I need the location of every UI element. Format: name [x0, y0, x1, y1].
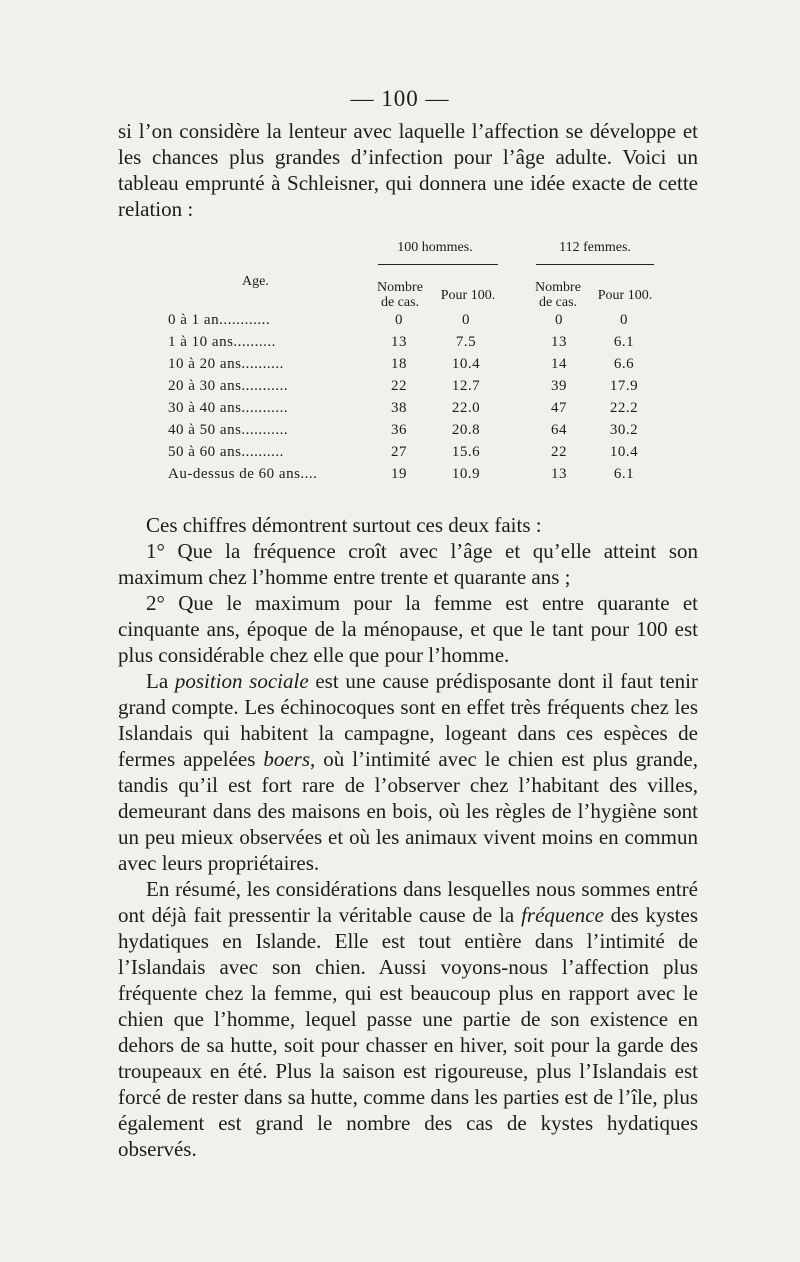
- cell-n1: 38: [391, 400, 407, 416]
- table-row: [150, 356, 690, 378]
- paragraph-chiffres: Ces chiffres démontrent surtout ces deux faits :: [146, 513, 542, 537]
- page-number: — 100 —: [350, 86, 450, 111]
- cell-age: 20 à 30 ans...........: [168, 378, 289, 394]
- cell-age: 10 à 20 ans..........: [168, 356, 284, 372]
- cell-n1: 36: [391, 422, 407, 438]
- cell-n1: 0: [395, 312, 403, 328]
- cell-n2: 47: [551, 400, 567, 416]
- group-header-men: 100 hommes.: [397, 240, 473, 255]
- cell-age: 0 à 1 an............: [168, 312, 271, 328]
- col-header-percent-men: Pour 100.: [440, 288, 496, 303]
- cell-p1: 0: [462, 312, 470, 328]
- paragraph-position-sociale: La position sociale est une cause prédisposante dont il faut tenir grand compte. Les échinocoques sont en effet très fréquents chez les Islandais qui habitent la campagne, logeant dans ces espèces de fermes appelées boers, où l’intimité avec le chien est plus grande, tandis qu’il est fort rare de l’observer chez l’habitant des villes, demeurant dans des maisons en bois, où les règles de l’hygiène sont un peu mieux observées et où les animaux vivent moins en commun avec leurs propriétaires.: [118, 669, 698, 875]
- paragraph-resume: En résumé, les considérations dans lesquelles nous sommes entré ont déjà fait pressentir la véritable cause de la fréquence des kystes hydatiques en Islande. Elle est tout entière dans l’intimité de l’Islandais avec son chien. Aussi voyons-nous l’affection plus fréquente chez la femme, qui est beaucoup plus en rapport avec le chien que l’homme, lequel passe une partie de son existence en dehors de sa hutte, soit pour chasser en hiver, soit pour la garde des troupeaux en été. Plus la saison est rigoureuse, plus l’Islandais est forcé de rester dans sa hutte, comme dans les parties est de l’île, plus également est grand le nombre des cas de kystes hydatiques observés.: [118, 877, 698, 1161]
- emphasis-boers: boers: [263, 747, 311, 771]
- cell-age: Au-dessus de 60 ans....: [168, 466, 318, 482]
- emphasis-position-sociale: position sociale: [174, 669, 309, 693]
- table-row: [150, 422, 690, 444]
- brace-men: [378, 264, 498, 265]
- cell-p1: 22.0: [451, 400, 481, 416]
- cell-n2: 22: [551, 444, 567, 460]
- paragraph-second-fact: 2° Que le maximum pour la femme est entre quarante et cinquante ans, époque de la ménopause, et que le tant pour 100 est plus considérable chez elle que pour l’homme.: [118, 591, 698, 667]
- cell-p2: 0: [620, 312, 628, 328]
- cell-n1: 27: [391, 444, 407, 460]
- cell-n2: 64: [551, 422, 567, 438]
- cell-p2: 17.9: [609, 378, 639, 394]
- table-row: [150, 334, 690, 356]
- col-header-percent-women: Pour 100.: [597, 288, 653, 303]
- intro-paragraph: si l’on considère la lenteur avec laquelle l’affection se développe et les chances plus grandes d’infection pour l’âge adulte. Voici un tableau emprunté à Schleisner, qui donnera une idée exacte de cette relation :: [118, 119, 698, 221]
- body-text: [118, 512, 698, 1162]
- table-row: [150, 312, 690, 334]
- table-row: [150, 400, 690, 422]
- cell-p1: 15.6: [451, 444, 481, 460]
- col-header-count-men: Nombre de cas.: [377, 280, 423, 310]
- cell-age: 40 à 50 ans...........: [168, 422, 289, 438]
- cell-p2: 30.2: [609, 422, 639, 438]
- cell-p2: 6.1: [613, 466, 635, 482]
- cell-p1: 12.7: [451, 378, 481, 394]
- table-row: [150, 466, 690, 488]
- cell-age: 50 à 60 ans..........: [168, 444, 284, 460]
- cell-n1: 22: [391, 378, 407, 394]
- paragraph-first-fact: 1° Que la fréquence croît avec l’âge et qu’elle atteint son maximum chez l’homme entre trente et quarante ans ;: [118, 539, 698, 589]
- cell-age: 30 à 40 ans...........: [168, 400, 289, 416]
- cell-n2: 13: [551, 466, 567, 482]
- cell-p2: 6.6: [613, 356, 635, 372]
- cell-p1: 7.5: [455, 334, 477, 350]
- cell-p2: 10.4: [609, 444, 639, 460]
- emphasis-frequence: fréquence: [521, 903, 604, 927]
- col-header-count-women: Nombre de cas.: [535, 280, 581, 310]
- age-column-header: Age.: [242, 274, 269, 289]
- cell-p2: 6.1: [613, 334, 635, 350]
- cell-n1: 19: [391, 466, 407, 482]
- cell-n2: 13: [551, 334, 567, 350]
- cell-p1: 10.9: [451, 466, 481, 482]
- cell-n2: 0: [555, 312, 563, 328]
- cell-n1: 13: [391, 334, 407, 350]
- cell-age: 1 à 10 ans..........: [168, 334, 276, 350]
- cell-p1: 10.4: [451, 356, 481, 372]
- cell-p2: 22.2: [609, 400, 639, 416]
- brace-women: [536, 264, 654, 265]
- cell-p1: 20.8: [451, 422, 481, 438]
- table-row: [150, 378, 690, 400]
- table-row: [150, 444, 690, 466]
- cell-n1: 18: [391, 356, 407, 372]
- cell-n2: 14: [551, 356, 567, 372]
- group-header-women: 112 femmes.: [559, 240, 631, 255]
- cell-n2: 39: [551, 378, 567, 394]
